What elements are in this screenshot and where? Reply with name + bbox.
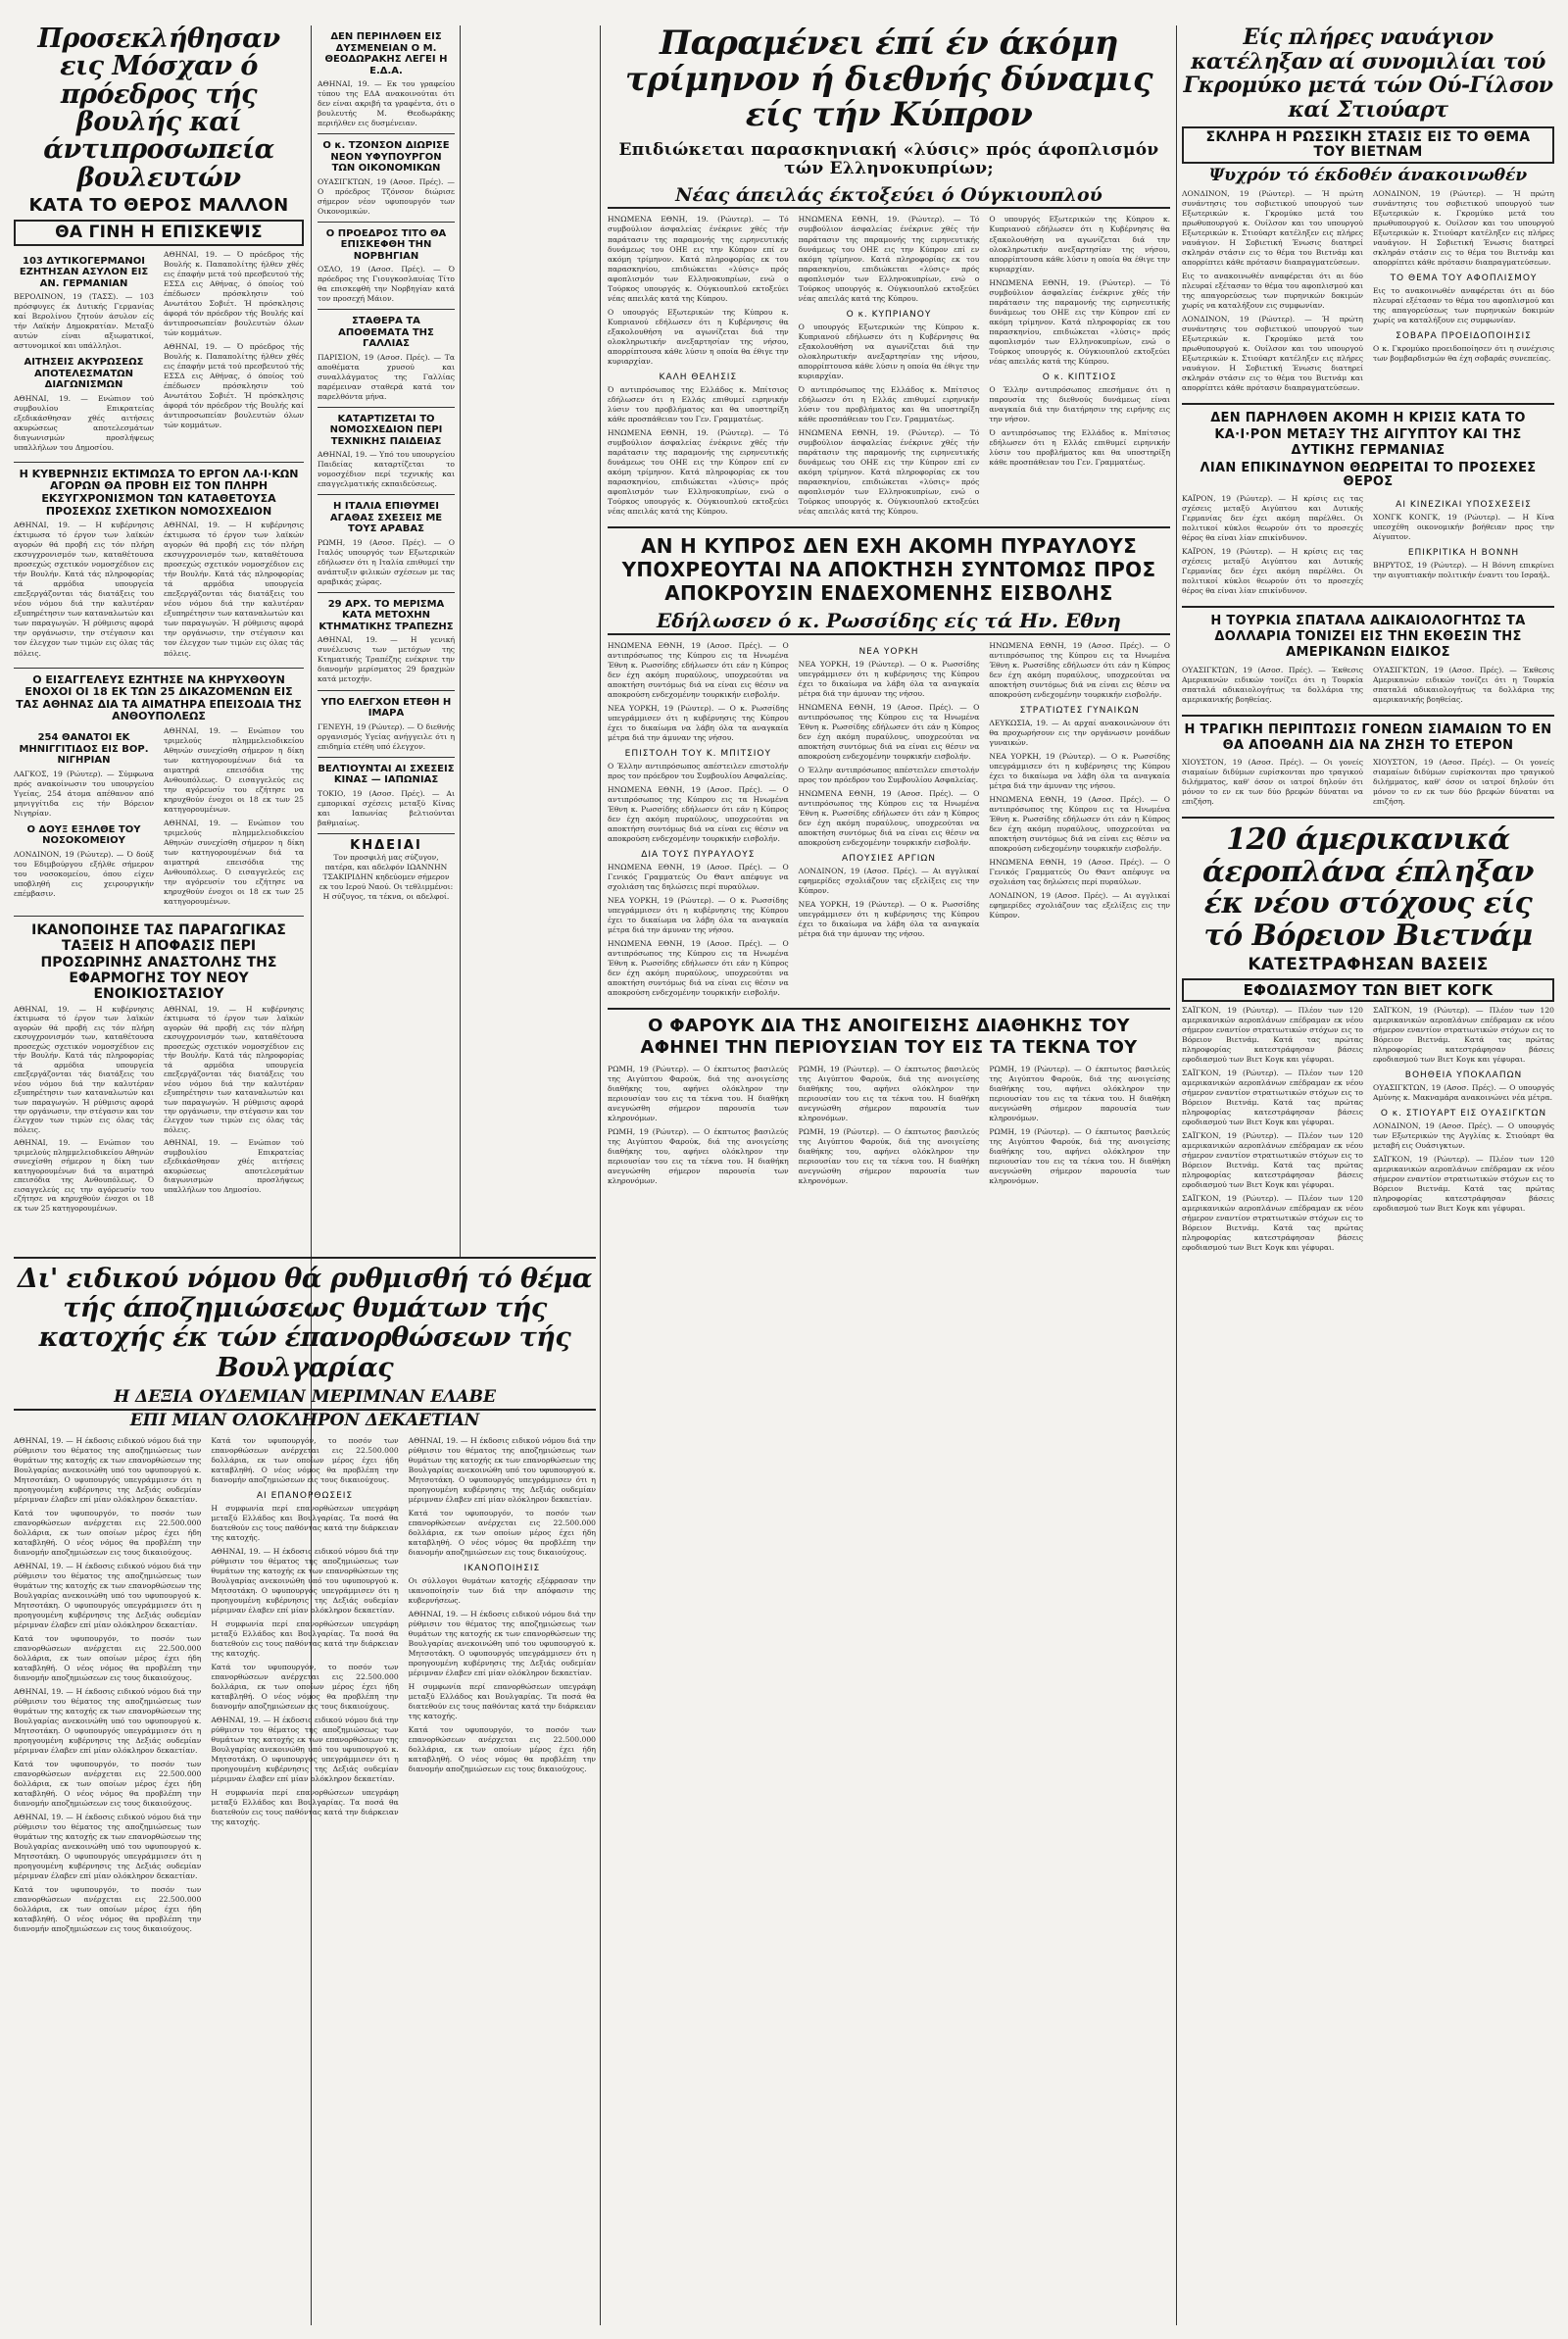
story-text: ΗΝΩΜΕΝΑ ΕΘΝΗ, 19. (Ρώυτερ). — Τό συμβούλιον άσφαλείας ένέκρινε χθές τήν παράτασιν της παραμονής της ειρηνευτικής δυνάμεως του ΟΗΕ εις την Κύπρον επί εν ακόμη τρίμηνον. Κατά πληροφορίας εκ του παρασκηνίου, επιδιώκεται «λύσις» πρός αφοπλισμόν των Ελληνοκυπρίων, ενώ ο Τούρκος υπουργός κ. Ούγκιουπλού εκτοξεύει νέας απειλάς κατά της Κύπρου. bbox=[798, 215, 980, 303]
story-text: ΑΘΗΝΑΙ, 19. — Η κυβέρνησις έκτιμωσα τό έργον των λαϊκών αγορών θά προβή εις τόν πλήρη εκσυγχρονισμόν των, καταθέτουσα προσεχώς σχετικόν νομοσχέδιον εις τήν Βουλήν. Κατά τάς πληροφορίας τά αρμόδια υπουργεία επεξεργάζονται τάς διατάξεις του νέου νόμου διά την καλυτέραν εξυπηρέτησιν των καταναλωτών και των παραγωγών. Ή ρύθμισις αφορά την οργάνωσιν, την στέγασιν και τον έλεγχον των τιμών εις όλας τάς πόλεις. bbox=[164, 1004, 304, 1134]
story-text: ΝΕΑ ΥΟΡΚΗ, 19 (Ρώυτερ). — Ο κ. Ρωσσίδης υπεγράμμισεν ότι η κυβέρνησις της Κύπρου έχει το δικαίωμα να λάβη όλα τα αναγκαία μέτρα διά την άμυναν της νήσου. bbox=[989, 752, 1170, 791]
headline-moscow-boxed: ΘΑ ΓΙΝΗ Η ΕΠΙΣΚΕΨΙΣ bbox=[14, 220, 304, 246]
headline-turkey: Η ΤΟΥΡΚΙΑ ΣΠΑΤΑΛΑ ΑΔΙΚΑΙΟΛΟΓΗΤΩΣ ΤΑ ΔΟΛΛΑΡΙΑ ΤΟΝΙΖΕΙ ΕΙΣ ΤΗΝ ΕΚΘΕΣΙΝ ΤΗΣ ΑΜΕΡΙΚΑΝΩΝ ΕΙΔΙΚΟΣ bbox=[1210, 613, 1526, 661]
story-text: Ο Έλλην αντιπρόσωπος απέστειλεν επιστολήν προς τον πρόεδρον του Συμβουλίου Ασφαλείας. bbox=[608, 762, 789, 781]
story-text: ΟΥΑΣΙΓΚΤΩΝ, 19 (Ασοσ. Πρές). — Έκθεσις Αμερικανών ειδικών τονίζει ότι η Τουρκία σπαταλά αδικαιολογήτως τα δολλάρια της αμερικανικής βοηθείας. bbox=[1182, 665, 1363, 704]
story-text: ΚΑΪΡΟΝ, 19 (Ρώυτερ). — Η κρίσις εις τας σχέσεις μεταξύ Αιγύπτου και Δυτικής Γερμανίας δεν έχει ακόμη παρέλθει. Οι πολιτικοί κύκλοι θεωρούν ότι το προσεχές θέρος θα είναι λίαν επικίνδυνον. bbox=[1182, 493, 1363, 542]
story-text: ΒΗΡΥΤΟΣ, 19 (Ρώυτερ). — Η Βόννη επικρίνει την αιγυπτιακήν πολιτικήν έναντι του Ισραήλ. bbox=[1373, 560, 1554, 579]
headline-cyprus-2: Επιδιώκεται παρασκηνιακή «λύσις» πρός άφοπλισμόν τών Ελληνοκυπρίων; bbox=[618, 140, 1159, 178]
headline-gromyko: Είς πλήρες ναυάγιον κατέληξαν αί συνομιλίαι τού Γκρομύκο μετά τών Ού-Γίλσον καί Στιούαρτ bbox=[1183, 25, 1553, 123]
section-heading: ΑΠΟΥΣΙΕΣ ΑΡΓΙΩΝ bbox=[842, 854, 936, 865]
story-text: ΒΕΡΟΛΙΝΟΝ, 19 (ΤΑΣΣ). — 103 πρόσφυγες έκ Δυτικής Γερμανίας καί Βερολίνου ζητούν άσυλον είς τήν Λαϊκήν Δημοκρατίαν. Μεταξύ αυτών είναι αξιωματικοί, αστυνομικοί και υπάλληλοι. bbox=[14, 292, 154, 351]
deck-bulgaria-1: Η ΔΕΞΙΑ ΟΥΔΕΜΙΑΝ ΜΕΡΙΜΝΑΝ ΕΛΑΒΕ bbox=[14, 1389, 596, 1411]
bulgaria-story bbox=[14, 1251, 596, 2319]
section-heading: ΕΠΙΚΡΙΤΙΚΑ Η ΒΟΝΝΗ bbox=[1407, 547, 1520, 558]
story-title: 29 ΑΡΧ. ΤΟ ΜΕΡΙΣΜΑ ΚΑΤΑ ΜΕΤΟΧΗΝ ΚΤΗΜΑΤΙΚΗΣ ΤΡΑΠΕΖΗΣ bbox=[318, 598, 454, 632]
story-text: ΠΑΡΙΣΙΟΝ, 19 (Ασοσ. Πρές). — Τα αποθέματα χρυσού και συναλλάγματος της Γαλλίας παρέμειναν σταθερά κατά τον παρελθόντα μήνα. bbox=[318, 352, 455, 401]
headline-vietnam-boxed: ΕΦΟΔΙΑΣΜΟΥ ΤΩΝ ΒΙΕΤ ΚΟΓΚ bbox=[1182, 978, 1554, 1003]
column-rule bbox=[1176, 25, 1177, 2325]
story-title: 103 ΔΥΤΙΚΟΓΕΡΜΑΝΟΙ ΕΖΗΤΗΣΑΝ ΑΣΥΛΟΝ ΕΙΣ ΑΝ. ΓΕΡΜΑΝΙΑΝ bbox=[19, 255, 149, 289]
story-title: 254 ΘΑΝΑΤΟΙ ΕΚ ΜΗΝΙΓΓΙΤΙΔΟΣ ΕΙΣ ΒΟΡ. ΝΙΓΗΡΙΑΝ bbox=[19, 732, 149, 767]
story-text: ΧΙΟΥΣΤΟΝ, 19 (Ασοσ. Πρές). — Οι γονείς σιαμαίων διδύμων ευρίσκονται προ τραγικού διλήμματος, καθ' όσον οι ιατροί δηλούν ότι μόνον το εν εκ των δύο βρεφών δύναται να επιζήση. bbox=[1373, 758, 1554, 807]
section-heading: ΑΙ ΚΙΝΕΖΙΚΑΙ ΥΠΟΣΧΕΣΕΙΣ bbox=[1396, 499, 1532, 510]
headline-cyprus: Παραμένει έπί έν άκόμη τρίμηνον ή διεθνής δύναμις είς τήν Κύπρον bbox=[624, 25, 1153, 135]
story-text: Η συμφωνία περί επανορθώσεων υπεγράφη μεταξύ Ελλάδος και Βουλγαρίας. Τα ποσά θα διατεθούν εις τους παθόντας κατά την διάρκειαν της κατοχής. bbox=[211, 1788, 399, 1827]
story-text: Κατά τον υφυπουργόν, το ποσόν των επανορθώσεων ανέρχεται εις 22.500.000 δολλάρια, εκ των οποίων μέρος έχει ήδη καταβληθή. Ο νέος νόμος θα προβλέπη την διανομήν αποζημιώσεων εις τους δικαιούχους. bbox=[211, 1662, 399, 1711]
story-text: ΑΘΗΝΑΙ, 19. — Ενώπιον του τριμελούς πλημμελειοδικείου Αθηνών συνεχίσθη σήμερον η δίκη των κατηγορουμένων διά τα αιματηρά επεισόδια της Ανθουπόλεως. Ό εισαγγελεύς εις την αγόρευσίν του εζήτησε να κηρυχθούν ένοχοι οι 18 εκ των 25 κατηγορουμένων. bbox=[164, 819, 304, 907]
section-heading: Ο κ. ΣΤΙΟΥΑΡΤ ΕΙΣ ΟΥΑΣΙΓΚΤΩΝ bbox=[1380, 1109, 1547, 1120]
story-text: ΗΝΩΜΕΝΑ ΕΘΝΗ, 19 (Ασοσ. Πρές). — Ο αντιπρόσωπος της Κύπρου εις τα Ηνωμένα Έθνη κ. Ρωσσίδης εδήλωσεν ότι εάν η Κύπρος δεν έχη ακόμη πυραύλους, υποχρεούται να αποκτήση συντόμως διά να είναι εις θέσιν να αποκρούση ενδεχομένην τουρκικήν εισβολήν. bbox=[608, 939, 789, 998]
story-text: ΗΝΩΜΕΝΑ ΕΘΝΗ, 19 (Ασοσ. Πρές). — Ο αντιπρόσωπος της Κύπρου εις τα Ηνωμένα Έθνη κ. Ρωσσίδης εδήλωσεν ότι εάν η Κύπρος δεν έχη ακόμη πυραύλους, υποχρεούται να αποκτήση συντόμως διά να είναι εις θέσιν να αποκρούση ενδεχομένην τουρκικήν εισβολήν. bbox=[989, 795, 1170, 854]
section-heading: Ο κ. ΚΙΠΤΣΙΟΣ bbox=[1042, 372, 1117, 382]
story-text: ΝΕΑ ΥΟΡΚΗ, 19 (Ρώυτερ). — Ο κ. Ρωσσίδης υπεγράμμισεν ότι η κυβέρνησις της Κύπρου έχει το δικαίωμα να λάβη όλα τα αναγκαία μέτρα διά την άμυναν της νήσου. bbox=[608, 896, 789, 935]
story-text: Κατά τον υφυπουργόν, το ποσόν των επανορθώσεων ανέρχεται εις 22.500.000 δολλάρια, εκ των οποίων μέρος έχει ήδη καταβληθή. Ο νέος νόμος θα προβλέπη την διανομήν αποζημιώσεων εις τους δικαιούχους. bbox=[14, 1760, 202, 1809]
story-text: ΣΑΪΓΚΟΝ, 19 (Ρώυτερ). — Πλέον των 120 αμερικανικών αεροπλάνων επέδραμαν εκ νέου σήμερον εναντίον στρατιωτικών στόχων εις το Βόρειον Βιετνάμ. Κατά τας πρώτας πληροφορίας κατεστράφησαν βάσεις εφοδιασμού των Βιετ Κογκ και γέφυραι. bbox=[1182, 1194, 1363, 1253]
story-text: ΗΝΩΜΕΝΑ ΕΘΝΗ, 19. (Ρώυτερ). — Τό συμβούλιον άσφαλείας ένέκρινε χθές τήν παράτασιν της παραμονής της ειρηνευτικής δυνάμεως του ΟΗΕ εις την Κύπρον επί εν ακόμη τρίμηνον. Κατά πληροφορίας εκ του παρασκηνίου, επιδιώκεται «λύσις» πρός αφοπλισμόν των Ελληνοκυπρίων, ενώ ο Τούρκος υπουργός κ. Ούγκιουπλού εκτοξεύει νέας απειλάς κατά της Κύπρου. bbox=[798, 427, 980, 516]
story-text: ΡΩΜΗ, 19 (Ρώυτερ). — Ο έκπτωτος βασιλεύς της Αιγύπτου Φαρούκ, διά της ανοιγείσης διαθήκης του, αφήνει ολόκληρον την περιουσίαν του εις τα τέκνα του. Η διαθήκη ανεγνώσθη σήμερον παρουσία των κληρονόμων. bbox=[608, 1064, 789, 1122]
story-text: ΛΟΝΔΙΝΟΝ, 19 (Ασοσ. Πρές). — Αι αγγλικαί εφημερίδες σχολιάζουν τας εξελίξεις εις την Κύπρον. bbox=[798, 867, 980, 896]
story-text: ΡΩΜΗ, 19 (Ρώυτερ). — Ο έκπτωτος βασιλεύς της Αιγύπτου Φαρούκ, διά της ανοιγείσης διαθήκης του, αφήνει ολόκληρον την περιουσίαν του εις τα τέκνα του. Η διαθήκη ανεγνώσθη σήμερον παρουσία των κληρονόμων. bbox=[798, 1064, 980, 1122]
story-text: Κατά τον υφυπουργόν, το ποσόν των επανορθώσεων ανέρχεται εις 22.500.000 δολλάρια, εκ των οποίων μέρος έχει ήδη καταβληθή. Ο νέος νόμος θα προβλέπη την διανομήν αποζημιώσεων εις τους δικαιούχους. bbox=[211, 1435, 399, 1484]
story-text: ΑΘΗΝΑΙ, 19. — Ό πρόεδρος τής Βουλής κ. Παπαπολίτης ήλθεν χθές εις έπαφήν μετά τού πρεσβευτού τής ΕΣΣΔ εις Αθήνας, ό όποίος τού έπέδωσεν πρόσκλησιν τού Ανωτάτου Σοβιέτ. Ή πρόσκλησις άφορά τόν πρόεδρον τής Βουλής καί άντιπροσωπείαν βουλευτών όλων τών κομμάτων. bbox=[164, 249, 304, 337]
story-text: ΡΩΜΗ, 19 (Ρώυτερ). — Ο έκπτωτος βασιλεύς της Αιγύπτου Φαρούκ, διά της ανοιγείσης διαθήκης του, αφήνει ολόκληρον την περιουσίαν του εις τα τέκνα του. Η διαθήκη ανεγνώσθη σήμερον παρουσία των κληρονόμων. bbox=[989, 1064, 1170, 1122]
story-text: ΣΑΪΓΚΟΝ, 19 (Ρώυτερ). — Πλέον των 120 αμερικανικών αεροπλάνων επέδραμαν εκ νέου σήμερον εναντίον στρατιωτικών στόχων εις το Βόρειον Βιετνάμ. Κατά τας πρώτας πληροφορίας κατεστράφησαν βάσεις εφοδιασμού των Βιετ Κογκ και γέφυραι. bbox=[1182, 1006, 1363, 1065]
story-text: Κατά τον υφυπουργόν, το ποσόν των επανορθώσεων ανέρχεται εις 22.500.000 δολλάρια, εκ των οποίων μέρος έχει ήδη καταβληθή. Ο νέος νόμος θα προβλέπη την διανομήν αποζημιώσεων εις τους δικαιούχους. bbox=[14, 1633, 202, 1682]
story-text: ΛΟΝΔΙΝΟΝ, 19 (Ρώυτερ). — Ή πρώτη συνάντησις του σοβιετικού υπουργού των Εξωτερικών κ. Γκρομύκο μετά του πρωθυπουργού κ. Ουίλσον και του υπουργού Εξωτερικών κ. Στιούαρτ κατέληξεν εις πλήρες ναυάγιον. Η Σοβιετική Ένωσις διατηρεί σκληράν στάσιν εις το θέμα του Βιετνάμ και απορρίπτει κάθε πρότασιν διαπραγματεύσεων. bbox=[1182, 189, 1363, 268]
column-rule bbox=[460, 25, 461, 1257]
section-heading: ΒΟΗΘΕΙΑ ΥΠΟΚΛΑΠΩΝ bbox=[1404, 1070, 1523, 1081]
story-text: Η συμφωνία περί επανορθώσεων υπεγράφη μεταξύ Ελλάδος και Βουλγαρίας. Τα ποσά θα διατεθούν εις τους παθόντας κατά την διάρκειαν της κατοχής. bbox=[408, 1681, 596, 1721]
story-text: ΛΟΝΔΙΝΟΝ, 19 (Ασοσ. Πρές). — Ο υπουργός των Εξωτερικών της Αγγλίας κ. Στιούαρτ θα μεταβή εις Ουάσιγκτων. bbox=[1373, 1121, 1554, 1151]
story-text: Κατά τον υφυπουργόν, το ποσόν των επανορθώσεων ανέρχεται εις 22.500.000 δολλάρια, εκ των οποίων μέρος έχει ήδη καταβληθή. Ο νέος νόμος θα προβλέπη την διανομήν αποζημιώσεων εις τους δικαιούχους. bbox=[14, 1885, 202, 1934]
section-heading: ΔΙΑ ΤΟΥΣ ΠΥΡΑΥΛΟΥΣ bbox=[641, 850, 756, 861]
story-text: ΑΘΗΝΑΙ, 19. — Η γενική συνέλευσις των μετόχων της Κτηματικής Τραπέζης ενέκρινε την διανομήν μερίσματος 29 δραχμών κατά μετοχήν. bbox=[318, 635, 455, 684]
story-text: ΑΘΗΝΑΙ, 19. — Η κυβέρνησις έκτιμωσα τό έργον των λαϊκών αγορών θά προβή εις τόν πλήρη εκσυγχρονισμόν των, καταθέτουσα προσεχώς σχετικόν νομοσχέδιον εις τήν Βουλήν. Κατά τάς πληροφορίας τά αρμόδια υπουργεία επεξεργάζονται τάς διατάξεις του νέου νόμου διά την καλυτέραν εξυπηρέτησιν των καταναλωτών και των παραγωγών. Ή ρύθμισις αφορά την οργάνωσιν, την στέγασιν και τον έλεγχον των τιμών εις όλας τάς πόλεις. bbox=[164, 521, 304, 658]
story-text: ΑΘΗΝΑΙ, 19. — Η κυβέρνησις έκτιμωσα τό έργον των λαϊκών αγορών θά προβή εις τόν πλήρη εκσυγχρονισμόν των, καταθέτουσα προσεχώς σχετικόν νομοσχέδιον εις τήν Βουλήν. Κατά τάς πληροφορίας τά αρμόδια υπουργεία επεξεργάζονται τάς διατάξεις του νέου νόμου διά την καλυτέραν εξυπηρέτησιν των καταναλωτών και των παραγωγών. Ή ρύθμισις αφορά την οργάνωσιν, την στέγασιν και τον έλεγχον των τιμών εις όλας τάς πόλεις. bbox=[14, 1004, 154, 1134]
newspaper-page bbox=[14, 25, 1554, 2325]
story-title: Ο ΕΙΣΑΓΓΕΛΕΥΣ ΕΖΗΤΗΣΕ ΝΑ ΚΗΡΥΧΘΟΥΝ ΕΝΟΧΟΙ ΟΙ 18 ΕΚ ΤΩΝ 25 ΔΙΚΑΖΟΜΕΝΩΝ ΕΙΣ ΤΑΣ ΑΘΗΝΑΣ ΔΙΑ ΤΑ ΑΙΜΑΤΗΡΑ ΕΠΕΙΣΟΔΙΑ ΤΗΣ ΑΝΘΟΥΠΟΛΕΩΣ bbox=[16, 672, 302, 723]
headline-moscow-caps: ΚΑΤΑ ΤΟ ΘΕΡΟΣ ΜΑΛΛΟΝ bbox=[28, 195, 289, 217]
story-text: ΟΥΑΣΙΓΚΤΩΝ, 19 (Ασοσ. Πρές). — Ο πρόεδρος Τζόνσον διώρισε σήμερον νέον υφυπουργόν των Οικονομικών. bbox=[318, 176, 455, 216]
story-text: ΣΑΪΓΚΟΝ, 19 (Ρώυτερ). — Πλέον των 120 αμερικανικών αεροπλάνων επέδραμαν εκ νέου σήμερον εναντίον στρατιωτικών στόχων εις το Βόρειον Βιετνάμ. Κατά τας πρώτας πληροφορίας κατεστράφησαν βάσεις εφοδιασμού των Βιετ Κογκ και γέφυραι. bbox=[1182, 1069, 1363, 1127]
section-heading: ΣΤΡΑΤΙΩΤΕΣ ΓΥΝΑΙΚΩΝ bbox=[1019, 706, 1140, 716]
story-text: ΑΘΗΝΑΙ, 19. — Η έκδοσις ειδικού νόμου διά την ρύθμισιν του θέματος της αποζημιώσεως των θυμάτων της κατοχής εκ των επανορθώσεων της Βουλγαρίας ανεκοινώθη υπό του υφυπουργού κ. Μητσοτάκη. Ο υφυπουργός υπεγράμμισεν ότι η προηγουμένη κυβέρνησις της Δεξιάς ουδεμίαν μέριμναν έλαβεν επί μίαν ολόκληρον δεκαετίαν. bbox=[408, 1609, 596, 1677]
story-text: Εις το ανακοινωθέν αναφέρεται ότι αι δύο πλευραί εξέτασαν το θέμα του αφοπλισμού και της απαγορεύσεως των πυρηνικών δοκιμών χωρίς να καταλήξουν εις συμφωνίαν. bbox=[1373, 286, 1554, 325]
story-text: ΑΘΗΝΑΙ, 19. — Ενώπιον τού συμβουλίου Επικρατείας εξεδικάσθησαν χθές αιτήσεις ακυρώσεως αποτελεσμάτων διαγωνισμών προσλήψεως υπαλλήλων του Δημοσίου. bbox=[164, 1138, 304, 1194]
story-title: ΔΕΝ ΠΕΡΙΗΛΘΕΝ ΕΙΣ ΔΥΣΜΕΝΕΙΑΝ Ο Μ. ΘΕΟΔΩΡΑΚΗΣ ΛΕΓΕΙ Η Ε.Δ.Α. bbox=[324, 31, 448, 76]
story-text: ΣΑΪΓΚΟΝ, 19 (Ρώυτερ). — Πλέον των 120 αμερικανικών αεροπλάνων επέδραμαν εκ νέου σήμερον εναντίον στρατιωτικών στόχων εις το Βόρειον Βιετνάμ. Κατά τας πρώτας πληροφορίας κατεστράφησαν βάσεις εφοδιασμού των Βιετ Κογκ και γέφυραι. bbox=[1182, 1131, 1363, 1190]
story-text: ΗΝΩΜΕΝΑ ΕΘΝΗ, 19. (Ρώυτερ). — Τό συμβούλιον άσφαλείας ένέκρινε χθές τήν παράτασιν της παραμονής της ειρηνευτικής δυνάμεως του ΟΗΕ εις την Κύπρον επί εν ακόμη τρίμηνον. Κατά πληροφορίας εκ του παρασκηνίου, επιδιώκεται «λύσις» πρός αφοπλισμόν των Ελληνοκυπρίων, ενώ ο Τούρκος υπουργός κ. Ούγκιουπλού εκτοξεύει νέας απειλάς κατά της Κύπρου. bbox=[989, 277, 1170, 366]
story-text: Ο Έλλην αντιπρόσωπος απέστειλεν επιστολήν προς τον πρόεδρον του Συμβουλίου Ασφαλείας. bbox=[798, 766, 980, 785]
story-text: Ο Έλλην αντιπρόσωπος επεσήμανε ότι η παρουσία της διεθνούς δυνάμεως είναι αναγκαία διά την διατήρησιν της ειρήνης εις την νήσον. bbox=[989, 384, 1170, 423]
story-text: ΝΕΑ ΥΟΡΚΗ, 19 (Ρώυτερ). — Ο κ. Ρωσσίδης υπεγράμμισεν ότι η κυβέρνησις της Κύπρου έχει το δικαίωμα να λάβη όλα τα αναγκαία μέτρα διά την άμυναν της νήσου. bbox=[608, 704, 789, 743]
obituary-text: Τον προσφιλή μας σύζυγον, πατέρα, και αδελφόν ΙΩΑΝΝΗΝ ΤΣΑΚΙΡΙΔΗΝ κηδεύομεν σήμερον εκ του Ιερού Ναού. Οι τεθλιμμένοι: Η σύζυγος, τα τέκνα, οι αδελφοί. bbox=[318, 852, 454, 901]
story-text: Ο κ. Γκρομύκο προειδοποίησεν ότι η συνέχισις των βομβαρδισμών θα έχη σοβαράς συνεπείας. bbox=[1373, 344, 1554, 364]
story-text: ΑΘΗΝΑΙ, 19. — Ενώπιον του τριμελούς πλημμελειοδικείου Αθηνών συνεχίσθη σήμερον η δίκη των κατηγορουμένων διά τα αιματηρά επεισόδια της Ανθουπόλεως. Ό εισαγγελεύς εις την αγόρευσίν του εζήτησε να κηρυχθούν ένοχοι οι 18 εκ των 25 κατηγορουμένων. bbox=[14, 1138, 154, 1213]
story-text: ΑΘΗΝΑΙ, 19. — Η έκδοσις ειδικού νόμου διά την ρύθμισιν του θέματος της αποζημιώσεως των θυμάτων της κατοχής εκ των επανορθώσεων της Βουλγαρίας ανεκοινώθη υπό του υφυπουργού κ. Μητσοτάκη. Ο υφυπουργός υπεγράμμισεν ότι η προηγουμένη κυβέρνησις της Δεξιάς ουδεμίαν μέριμναν έλαβεν επί μίαν ολόκληρον δεκαετίαν. bbox=[14, 1813, 202, 1881]
story-text: Η συμφωνία περί επανορθώσεων υπεγράφη μεταξύ Ελλάδος και Βουλγαρίας. Τα ποσά θα διατεθούν εις τους παθόντας κατά την διάρκειαν της κατοχής. bbox=[211, 1618, 399, 1658]
story-text: Ό αντιπρόσωπος της Ελλάδος κ. Μπίτσιος εδήλωσεν ότι η Ελλάς επιθυμεί ειρηνικήν λύσιν του προβλήματος και θα υποστηρίξη κάθε προσπάθειαν του Γεν. Γραμματέως. bbox=[798, 384, 980, 423]
story-text: ΓΕΝΕΥΗ, 19 (Ρώυτερ). — Ό διεθνής οργανισμός Υγείας ανήγγειλε ότι η επιδημία ετέθη υπό έλεγχον. bbox=[318, 722, 455, 751]
story-text: ΗΝΩΜΕΝΑ ΕΘΝΗ, 19. (Ρώυτερ). — Τό συμβούλιον άσφαλείας ένέκρινε χθές τήν παράτασιν της παραμονής της ειρηνευτικής δυνάμεως του ΟΗΕ εις την Κύπρον επί εν ακόμη τρίμηνον. Κατά πληροφορίας εκ του παρασκηνίου, επιδιώκεται «λύσις» πρός αφοπλισμόν των Ελληνοκυπρίων, ενώ ο Τούρκος υπουργός κ. Ούγκιουπλού εκτοξεύει νέας απειλάς κατά της Κύπρου. bbox=[608, 215, 789, 303]
story-text: ΑΘΗΝΑΙ, 19. — Υπό του υπουργείου Παιδείας καταρτίζεται το νομοσχέδιον περί τεχνικής και επαγγελματικής εκπαιδεύσεως. bbox=[318, 450, 455, 489]
story-text: ΑΘΗΝΑΙ, 19. — Ενώπιον του τριμελούς πλημμελειοδικείου Αθηνών συνεχίσθη σήμερον η δίκη των κατηγορουμένων διά τα αιματηρά επεισόδια της Ανθουπόλεως. Ό εισαγγελεύς εις την αγόρευσίν του εζήτησε να κηρυχθούν ένοχοι οι 18 εκ των 25 κατηγορουμένων. bbox=[164, 726, 304, 815]
story-text: ΤΟΚΙΟ, 19 (Ασοσ. Πρές). — Αι εμπορικαί σχέσεις μεταξύ Κίνας και Ιαπωνίας βελτιούνται βαθμιαίως. bbox=[318, 788, 455, 827]
story-text: ΗΝΩΜΕΝΑ ΕΘΝΗ, 19 (Ασοσ. Πρές). — Ο Γενικός Γραμματεύς Ου Θαντ απέφυγε να σχολιάση τας δηλώσεις περί πυραύλων. bbox=[989, 858, 1170, 887]
story-text: ΚΑΪΡΟΝ, 19 (Ρώυτερ). — Η κρίσις εις τας σχέσεις μεταξύ Αιγύπτου και Δυτικής Γερμανίας δεν έχει ακόμη παρέλθει. Οι πολιτικοί κύκλοι θεωρούν ότι το προσεχές θέρος θα είναι λίαν επικίνδυνον. bbox=[1182, 546, 1363, 595]
obituaries-title: ΚΗΔΕΙΑΙ bbox=[350, 837, 422, 853]
story-text: ΑΘΗΝΑΙ, 19. — Η έκδοσις ειδικού νόμου διά την ρύθμισιν του θέματος της αποζημιώσεως των θυμάτων της κατοχής εκ των επανορθώσεων της Βουλγαρίας ανεκοινώθη υπό του υφυπουργού κ. Μητσοτάκη. Ο υφυπουργός υπεγράμμισεν ότι η προηγουμένη κυβέρνησις της Δεξιάς ουδεμίαν μέριμναν έλαβεν επί μίαν ολόκληρον δεκαετίαν. bbox=[211, 1716, 399, 1784]
story-text: ΟΥΑΣΙΓΚΤΩΝ, 19 (Ασοσ. Πρές). — Έκθεσις Αμερικανών ειδικών τονίζει ότι η Τουρκία σπαταλά αδικαιολογήτως τα δολλάρια της αμερικανικής βοηθείας. bbox=[1373, 665, 1554, 704]
headline-farouk: Ο ΦΑΡΟΥΚ ΔΙΑ ΤΗΣ ΑΝΟΙΓΕΙΣΗΣ ΔΙΑΘΗΚΗΣ ΤΟΥ ΑΦΗΝΕΙ ΤΗΝ ΠΕΡΙΟΥΣΙΑΝ ΤΟΥ ΕΙΣ ΤΑ ΤΕΚΝΑ ΤΟΥ bbox=[640, 1016, 1138, 1058]
headline-moscow: Προσεκλήθησαν εις Μόσχαν ό πρόεδρος τής βουλής καί άντιπροσωπεία βουλευτών bbox=[37, 25, 280, 193]
story-text: ΗΝΩΜΕΝΑ ΕΘΝΗ, 19 (Ασοσ. Πρές). — Ο αντιπρόσωπος της Κύπρου εις τα Ηνωμένα Έθνη κ. Ρωσσίδης εδήλωσεν ότι εάν η Κύπρος δεν έχη ακόμη πυραύλους, υποχρεούται να αποκτήση συντόμως διά να είναι εις θέσιν να αποκρούση ενδεχομένην τουρκικήν εισβολήν. bbox=[608, 785, 789, 844]
story-title: ΥΠΟ ΕΛΕΓΧΟΝ ΕΤΕΘΗ Η ΙΜΑΡΑ bbox=[320, 696, 452, 719]
story-text: ΑΘΗΝΑΙ, 19. — Η έκδοσις ειδικού νόμου διά την ρύθμισιν του θέματος της αποζημιώσεως των θυμάτων της κατοχής εκ των επανορθώσεων της Βουλγαρίας ανεκοινώθη υπό του υφυπουργού κ. Μητσοτάκη. Ο υφυπουργός υπεγράμμισεν ότι η προηγουμένη κυβέρνησις της Δεξιάς ουδεμίαν μέριμναν έλαβεν επί μίαν ολόκληρον δεκαετίαν. bbox=[14, 1687, 202, 1756]
section-heading: ΤΟ ΘΕΜΑ ΤΟΥ ΑΦΟΠΛΙΣΜΟΥ bbox=[1390, 274, 1538, 284]
story-text: ΛΟΝΔΙΝΟΝ, 19 (Ρώυτερ). — Ό δούξ του Εδιμβούργου εξήλθε σήμερον του νοσοκομείου, όπου είχεν υποβληθή εις χειρουργικήν επέμβασιν. bbox=[14, 849, 154, 898]
story-title: Ο κ. ΤΖΟΝΣΟΝ ΔΙΩΡΙΣΕ ΝΕΟΝ ΥΦΥΠΟΥΡΓΟΝ ΤΩΝ ΟΙΚΟΝΟΜΙΚΩΝ bbox=[322, 140, 450, 174]
section-heading: ΣΟΒΑΡΑ ΠΡΟΕΙΔΟΠΟΙΗΣΙΣ bbox=[1396, 331, 1532, 342]
story-title: ΒΕΛΤΙΟΥΝΤΑΙ ΑΙ ΣΧΕΣΕΙΣ ΚΙΝΑΣ — ΙΑΠΩΝΙΑΣ bbox=[318, 763, 455, 786]
headline-siamese: Η ΤΡΑΓΙΚΗ ΠΕΡΙΠΤΩΣΙΣ ΓΟΝΕΩΝ ΣΙΑΜΑΙΩΝ ΤΟ ΕΝ ΘΑ ΑΠΟΘΑΝΗ ΔΙΑ ΝΑ ΖΗΣΗ ΤΟ ΕΤΕΡΟΝ bbox=[1184, 722, 1552, 753]
section-heading: ΕΠΙΣΤΟΛΗ ΤΟΥ Κ. ΜΠΙΤΣΙΟΥ bbox=[624, 749, 771, 760]
story-text: ΑΘΗΝΑΙ, 19. — Ενώπιον τού συμβουλίου Επικρατείας εξεδικάσθησαν χθές αιτήσεις ακυρώσεως αποτελεσμάτων διαγωνισμών προσλήψεως υπαλλήλων του Δημοσίου. bbox=[14, 393, 154, 452]
story-text: ΗΝΩΜΕΝΑ ΕΘΝΗ, 19 (Ασοσ. Πρές). — Ο αντιπρόσωπος της Κύπρου εις τα Ηνωμένα Έθνη κ. Ρωσσίδης εδήλωσεν ότι εάν η Κύπρος δεν έχη ακόμη πυραύλους, υποχρεούται να αποκτήση συντόμως διά να είναι εις θέσιν να αποκρούση ενδεχομένην τουρκικήν εισβολήν. bbox=[798, 789, 980, 848]
story-text: ΗΝΩΜΕΝΑ ΕΘΝΗ, 19 (Ασοσ. Πρές). — Ο Γενικός Γραμματεύς Ου Θαντ απέφυγε να σχολιάση τας δηλώσεις περί πυραύλων. bbox=[608, 863, 789, 892]
deck-gromyko: Ψυχρόν τό έκδοθέν άνακοινωθέν bbox=[1208, 166, 1528, 186]
story-text: Η συμφωνία περί επανορθώσεων υπεγράφη μεταξύ Ελλάδος και Βουλγαρίας. Τα ποσά θα διατεθούν εις τους παθόντας κατά την διάρκειαν της κατοχής. bbox=[211, 1503, 399, 1542]
story-text: ΑΘΗΝΑΙ, 19. — Εκ του γραφείου τύπου της ΕΔΑ ανακοινούται ότι δεν είναι ακριβή τα γραφέντα, ότι ο βουλευτής Μ. Θεοδωράκης περιήλθεν εις δυσμένειαν. bbox=[318, 79, 455, 128]
story-text: ΝΕΑ ΥΟΡΚΗ, 19 (Ρώυτερ). — Ο κ. Ρωσσίδης υπεγράμμισεν ότι η κυβέρνησις της Κύπρου έχει το δικαίωμα να λάβη όλα τα αναγκαία μέτρα διά την άμυναν της νήσου. bbox=[798, 900, 980, 939]
section-heading: ΙΚΑΝΟΠΟΙΗΣΙΣ bbox=[464, 1563, 541, 1573]
headline-vietnam-caps: ΚΑΤΕΣΤΡΑΦΗΣΑΝ ΒΑΣΕΙΣ bbox=[1248, 954, 1489, 974]
story-text: ΑΘΗΝΑΙ, 19. — Η έκδοσις ειδικού νόμου διά την ρύθμισιν του θέματος της αποζημιώσεως των θυμάτων της κατοχής εκ των επανορθώσεων της Βουλγαρίας ανεκοινώθη υπό του υφυπουργού κ. Μητσοτάκη. Ο υφυπουργός υπεγράμμισεν ότι η προηγουμένη κυβέρνησις της Δεξιάς ουδεμίαν μέριμναν έλαβεν επί μίαν ολόκληρον δεκαετίαν. bbox=[211, 1546, 399, 1615]
story-text: ΗΝΩΜΕΝΑ ΕΘΝΗ, 19 (Ασοσ. Πρές). — Ο αντιπρόσωπος της Κύπρου εις τα Ηνωμένα Έθνη κ. Ρωσσίδης εδήλωσεν ότι εάν η Κύπρος δεν έχη ακόμη πυραύλους, υποχρεούται να αποκτήση συντόμως διά να είναι εις θέσιν να αποκρούση ενδεχομένην τουρκικήν εισβολήν. bbox=[798, 702, 980, 762]
story-text: Ο υπουργός Εξωτερικών της Κύπρου κ. Κυπριανού εδήλωσεν ότι η Κυβέρνησις θα εξακολουθήση να αγωνίζεται διά την ολοκληρωτικήν ανεξαρτησίαν της νήσου, απορρίπτουσα κάθε λύσιν η οποία θα έθιγε την κυριαρχίαν. bbox=[989, 215, 1170, 274]
story-text: Ο υπουργός Εξωτερικών της Κύπρου κ. Κυπριανού εδήλωσεν ότι η Κυβέρνησις θα εξακολουθήση να αγωνίζεται διά την ολοκληρωτικήν ανεξαρτησίαν της νήσου, απορρίπτουσα κάθε λύσιν η οποία θα έθιγε την κυριαρχίαν. bbox=[798, 322, 980, 380]
story-text: ΧΟΝΓΚ ΚΟΝΓΚ, 19 (Ρώυτερ). — Η Κίνα υπεσχέθη οικονομικήν βοήθειαν προς την Αίγυπτον. bbox=[1373, 512, 1554, 541]
story-title: Η ΙΤΑΛΙΑ ΕΠΙΘΥΜΕΙ ΑΓΑΘΑΣ ΣΧΕΣΕΙΣ ΜΕ ΤΟΥΣ ΑΡΑΒΑΣ bbox=[329, 501, 443, 535]
story-text: Κατά τον υφυπουργόν, το ποσόν των επανορθώσεων ανέρχεται εις 22.500.000 δολλάρια, εκ των οποίων μέρος έχει ήδη καταβληθή. Ο νέος νόμος θα προβλέπη την διανομήν αποζημιώσεων εις τους δικαιούχους. bbox=[408, 1508, 596, 1557]
section-heading: ΚΑΛΗ ΘΕΛΗΣΙΣ bbox=[659, 372, 738, 382]
section-heading: Ο κ. ΚΥΠΡΙΑΝΟΥ bbox=[846, 309, 932, 320]
story-title: ΑΙΤΗΣΕΙΣ ΑΚΥΡΩΣΕΩΣ ΑΠΟΤΕΛΕΣΜΑΤΩΝ ΔΙΑΓΩΝΙΣΜΩΝ bbox=[24, 357, 144, 391]
story-text: Ό αντιπρόσωπος της Ελλάδος κ. Μπίτσιος εδήλωσεν ότι η Ελλάς επιθυμεί ειρηνικήν λύσιν του προβλήματος και θα υποστηρίξη κάθε προσπάθειαν του Γεν. Γραμματέως. bbox=[989, 427, 1170, 467]
section-heading: ΑΙ ΕΠΑΝΟΡΘΩΣΕΙΣ bbox=[256, 1490, 354, 1501]
story-title: Ο ΠΡΟΕΔΡΟΣ ΤΙΤΟ ΘΑ ΕΠΙΣΚΕΦΘΗ ΤΗΝ ΝΟΡΒΗΓΙΑΝ bbox=[325, 227, 447, 262]
story-text: ΧΙΟΥΣΤΟΝ, 19 (Ασοσ. Πρές). — Οι γονείς σιαμαίων διδύμων ευρίσκονται προ τραγικού διλήμματος, καθ' όσον οι ιατροί δηλούν ότι μόνον το εν εκ των δύο βρεφών δύναται να επιζήση. bbox=[1182, 758, 1363, 807]
story-text: Οι σύλλογοι θυμάτων κατοχής εξέφρασαν την ικανοποίησίν των διά την απόφασιν της κυβερνήσεως. bbox=[408, 1575, 596, 1605]
story-text: ΣΑΪΓΚΟΝ, 19 (Ρώυτερ). — Πλέον των 120 αμερικανικών αεροπλάνων επέδραμαν εκ νέου σήμερον εναντίον στρατιωτικών στόχων εις το Βόρειον Βιετνάμ. Κατά τας πρώτας πληροφορίας κατεστράφησαν βάσεις εφοδιασμού των Βιετ Κογκ και γέφυραι. bbox=[1373, 1155, 1554, 1214]
story-text: ΡΩΜΗ, 19 (Ρώυτερ). — Ο έκπτωτος βασιλεύς της Αιγύπτου Φαρούκ, διά της ανοιγείσης διαθήκης του, αφήνει ολόκληρον την περιουσίαν του εις τα τέκνα του. Η διαθήκη ανεγνώσθη σήμερον παρουσία των κληρονόμων. bbox=[989, 1126, 1170, 1185]
story-text: Κατά τον υφυπουργόν, το ποσόν των επανορθώσεων ανέρχεται εις 22.500.000 δολλάρια, εκ των οποίων μέρος έχει ήδη καταβληθή. Ο νέος νόμος θα προβλέπη την διανομήν αποζημιώσεων εις τους δικαιούχους. bbox=[408, 1725, 596, 1774]
story-text: Ό αντιπρόσωπος της Ελλάδος κ. Μπίτσιος εδήλωσεν ότι η Ελλάς επιθυμεί ειρηνικήν λύσιν του προβλήματος και θα υποστηρίξη κάθε προσπάθειαν του Γεν. Γραμματέως. bbox=[608, 384, 789, 423]
column-rule bbox=[600, 25, 601, 2325]
story-text: ΑΘΗΝΑΙ, 19. — Ό πρόεδρος τής Βουλής κ. Παπαπολίτης ήλθεν χθές εις έπαφήν μετά τού πρεσβευτού τής ΕΣΣΔ εις Αθήνας, ό όποίος τού έπέδωσεν πρόσκλησιν τού Ανωτάτου Σοβιέτ. Ή πρόσκλησις άφορά τόν πρόεδρον τής Βουλής καί άντιπροσωπείαν βουλευτών όλων τών κομμάτων. bbox=[164, 341, 304, 429]
section-heading: ΝΕΑ ΥΟΡΚΗ bbox=[858, 646, 919, 657]
headline-vietnam: 120 άμερικανικά άεροπλάνα έπληξαν έκ νέου στόχους είς τό Βόρειον Βιετνάμ bbox=[1202, 822, 1534, 953]
story-title: ΣΤΑΘΕΡΑ ΤΑ ΑΠΟΘΕΜΑΤΑ ΤΗΣ ΓΑΛΛΙΑΣ bbox=[338, 316, 434, 350]
headline-bulgaria: Δι' ειδικού νόμου θά ρυθμισθή τό θέμα τής άποζημιώσεως θυμάτων τής κατοχής έκ τών έπανορθώσεων τής Βουλγαρίας bbox=[18, 1264, 592, 1383]
story-text: ΛΟΝΔΙΝΟΝ, 19 (Ασοσ. Πρές). — Αι αγγλικαί εφημερίδες σχολιάζουν τας εξελίξεις εις την Κύπρον. bbox=[989, 891, 1170, 921]
story-title: Ο ΔΟΥΞ ΕΞΗΛΘΕ ΤΟΥ ΝΟΣΟΚΟΜΕΙΟΥ bbox=[26, 823, 141, 847]
column-center bbox=[608, 25, 1170, 2319]
story-text: ΡΩΜΗ, 19 (Ασοσ. Πρές). — Ο Ιταλός υπουργός των Εξωτερικών εδήλωσεν ότι η Ιταλία επιθυμεί την ανάπτυξιν φιλικών σχέσεων με τας αραβικάς χώρας. bbox=[318, 537, 455, 586]
story-text: ΟΥΑΣΙΓΚΤΩΝ, 19 (Ασοσ. Πρές). — Ο υπουργός Αμύνης κ. Μακναμάρα ανακοινώνει νέα μέτρα. bbox=[1373, 1083, 1554, 1103]
story-text: ΛΟΝΔΙΝΟΝ, 19 (Ρώυτερ). — Ή πρώτη συνάντησις του σοβιετικού υπουργού των Εξωτερικών κ. Γκρομύκο μετά του πρωθυπουργού κ. Ουίλσον και του υπουργού Εξωτερικών κ. Στιούαρτ κατέληξεν εις πλήρες ναυάγιον. Η Σοβιετική Ένωσις διατηρεί σκληράν στάσιν εις το θέμα του Βιετνάμ και απορρίπτει κάθε πρότασιν διαπραγματεύσεων. bbox=[1182, 315, 1363, 393]
subhead-gromyko: ΣΚΛΗΡΑ Η ΡΩΣΣΙΚΗ ΣΤΑΣΙΣ ΕΙΣ ΤΟ ΘΕΜΑ ΤΟΥ ΒΙΕΤΝΑΜ bbox=[1182, 126, 1554, 165]
story-title: ΚΑΤΑΡΤΙΖΕΤΑΙ ΤΟ ΝΟΜΟΣΧΕΔΙΟΝ ΠΕΡΙ ΤΕΧΝΙΚΗΣ ΠΑΙΔΕΙΑΣ bbox=[329, 413, 443, 447]
story-title: ΙΚΑΝΟΠΟΙΗΣΕ ΤΑΣ ΠΑΡΑΓΩΓΙΚΑΣ ΤΑΞΕΙΣ Η ΑΠΟΦΑΣΙΣ ΠΕΡΙ ΠΡΟΣΩΡΙΝΗΣ ΑΝΑΣΤΟΛΗΣ ΤΗΣ ΕΦΑΡΜΟΓΗΣ ΤΟΥ ΝΕΟΥ ΕΝΟΙΚΙΟΣΤΑΣΙΟΥ bbox=[31, 922, 286, 1002]
story-text: ΝΕΑ ΥΟΡΚΗ, 19 (Ρώυτερ). — Ο κ. Ρωσσίδης υπεγράμμισεν ότι η κυβέρνησις της Κύπρου έχει το δικαίωμα να λάβη όλα τα αναγκαία μέτρα διά την άμυναν της νήσου. bbox=[798, 659, 980, 698]
story-text: ΛΕΥΚΩΣΙΑ, 19. — Αι αρχαί ανακοινώνουν ότι θα προχωρήσουν εις την οργάνωσιν μονάδων γυναικών. bbox=[989, 719, 1170, 748]
story-text: ΡΩΜΗ, 19 (Ρώυτερ). — Ο έκπτωτος βασιλεύς της Αιγύπτου Φαρούκ, διά της ανοιγείσης διαθήκης του, αφήνει ολόκληρον την περιουσίαν του εις τα τέκνα του. Η διαθήκη ανεγνώσθη σήμερον παρουσία των κληρονόμων. bbox=[798, 1126, 980, 1185]
subhead-egypt: ΛΙΑΝ ΕΠΙΚΙΝΔΥΝΟΝ ΘΕΩΡΕΙΤΑΙ ΤΟ ΠΡΟΣΕΧΕΣ ΘΕΡΟΣ bbox=[1200, 461, 1537, 490]
deck-bulgaria-2: ΕΠΙ ΜΙΑΝ ΟΛΟΚΛΗΡΟΝ ΔΕΚΑΕΤΙΑΝ bbox=[129, 1410, 480, 1430]
column-1 bbox=[14, 25, 304, 1241]
story-title: Η ΚΥΒΕΡΝΗΣΙΣ ΕΚΤΙΜΩΣΑ ΤΟ ΕΡΓΟΝ ΛΑ·Ι·ΚΩΝ ΑΓΟΡΩΝ ΘΑ ΠΡΟΒΗ ΕΙΣ ΤΟΝ ΠΛΗΡΗ ΕΚΣΥΓΧΡΟΝΙΣΜΟΝ ΤΩΝ ΚΑΤΑΘΕΤΟΥΣΑ ΠΡΟΣΕΧΩΣ ΣΧΕΤΙΚΟΝ ΝΟΜΟΣΧΕΔΙΟΝ bbox=[19, 467, 299, 518]
deck-cyprus: Νέας άπειλάς έκτοξεύει ό Ούγκιουπλού bbox=[608, 186, 1170, 210]
story-text: ΣΑΪΓΚΟΝ, 19 (Ρώυτερ). — Πλέον των 120 αμερικανικών αεροπλάνων επέδραμαν εκ νέου σήμερον εναντίον στρατιωτικών στόχων εις το Βόρειον Βιετνάμ. Κατά τας πρώτας πληροφορίας κατεστράφησαν βάσεις εφοδιασμού των Βιετ Κογκ και γέφυραι. bbox=[1373, 1006, 1554, 1065]
headline-missiles: ΑΝ Η ΚΥΠΡΟΣ ΔΕΝ ΕΧΗ ΑΚΟΜΗ ΠΥΡΑΥΛΟΥΣ ΥΠΟΧΡΕΟΥΤΑΙ ΝΑ ΑΠΟΚΤΗΣΗ ΣΥΝΤΟΜΩΣ ΠΡΟΣ ΑΠΟΚΡΟΥΣΙΝ ΕΝΔΕΧΟΜΕΝΗΣ ΕΙΣΒΟΛΗΣ bbox=[621, 533, 1156, 605]
story-text: ΑΘΗΝΑΙ, 19. — Η κυβέρνησις έκτιμωσα τό έργον των λαϊκών αγορών θά προβή εις τόν πλήρη εκσυγχρονισμόν των, καταθέτουσα προσεχώς σχετικόν νομοσχέδιον εις τήν Βουλήν. Κατά τάς πληροφορίας τά αρμόδια υπουργεία επεξεργάζονται τάς διατάξεις του νέου νόμου διά την καλυτέραν εξυπηρέτησιν των καταναλωτών και των παραγωγών. Ή ρύθμισις αφορά την οργάνωσιν, την στέγασιν και τον έλεγχον των τιμών εις όλας τάς πόλεις. bbox=[14, 521, 154, 658]
story-text: ΗΝΩΜΕΝΑ ΕΘΝΗ, 19. (Ρώυτερ). — Τό συμβούλιον άσφαλείας ένέκρινε χθές τήν παράτασιν της παραμονής της ειρηνευτικής δυνάμεως του ΟΗΕ εις την Κύπρον επί εν ακόμη τρίμηνον. Κατά πληροφορίας εκ του παρασκηνίου, επιδιώκεται «λύσις» πρός αφοπλισμόν των Ελληνοκυπρίων, ενώ ο Τούρκος υπουργός κ. Ούγκιουπλού εκτοξεύει νέας απειλάς κατά της Κύπρου. bbox=[608, 427, 789, 516]
story-text: ΛΑΓΚΟΣ, 19 (Ρώυτερ). — Σύμφωνα πρός ανακοίνωσιν του υπουργείου Υγείας, 254 άτομα απέθανον από μηνιγγίτιδα εις τήν Βόρειον Νιγηρίαν. bbox=[14, 769, 154, 818]
headline-egypt: ΔΕΝ ΠΑΡΗΛΘΕΝ ΑΚΟΜΗ Η ΚΡΙΣΙΣ ΚΑΤΑ ΤΟ ΚΑ·Ι·ΡΟΝ ΜΕΤΑΞΥ ΤΗΣ ΑΙΓΥΠΤΟΥ ΚΑΙ ΤΗΣ ΔΥΤΙΚΗΣ ΓΕΡΜΑΝΙΑΣ bbox=[1210, 411, 1526, 458]
story-text: ΡΩΜΗ, 19 (Ρώυτερ). — Ο έκπτωτος βασιλεύς της Αιγύπτου Φαρούκ, διά της ανοιγείσης διαθήκης του, αφήνει ολόκληρον την περιουσίαν του εις τα τέκνα του. Η διαθήκη ανεγνώσθη σήμερον παρουσία των κληρονόμων. bbox=[608, 1126, 789, 1185]
story-text: ΛΟΝΔΙΝΟΝ, 19 (Ρώυτερ). — Ή πρώτη συνάντησις του σοβιετικού υπουργού των Εξωτερικών κ. Γκρομύκο μετά του πρωθυπουργού κ. Ουίλσον και του υπουργού Εξωτερικών κ. Στιούαρτ κατέληξεν εις πλήρες ναυάγιον. Η Σοβιετική Ένωσις διατηρεί σκληράν στάσιν εις το θέμα του Βιετνάμ και απορρίπτει κάθε πρότασιν διαπραγματεύσεων. bbox=[1373, 189, 1554, 268]
story-text: ΟΣΛΟ, 19 (Ασοσ. Πρές). — Ό πρόεδρος της Γιουγκοσλαυίας Τίτο θα επισκεφθή την Νορβηγίαν κατά τον προσεχή Μάιον. bbox=[318, 265, 455, 304]
story-text: ΑΘΗΝΑΙ, 19. — Η έκδοσις ειδικού νόμου διά την ρύθμισιν του θέματος της αποζημιώσεως των θυμάτων της κατοχής εκ των επανορθώσεων της Βουλγαρίας ανεκοινώθη υπό του υφυπουργού κ. Μητσοτάκη. Ο υφυπουργός υπεγράμμισεν ότι η προηγουμένη κυβέρνησις της Δεξιάς ουδεμίαν μέριμναν έλαβεν επί μίαν ολόκληρον δεκαετίαν. bbox=[14, 1435, 202, 1504]
deck-rossides: Εδήλωσεν ό κ. Ρωσσίδης είς τά Ην. Εθνη bbox=[608, 611, 1170, 635]
story-text: Κατά τον υφυπουργόν, το ποσόν των επανορθώσεων ανέρχεται εις 22.500.000 δολλάρια, εκ των οποίων μέρος έχει ήδη καταβληθή. Ο νέος νόμος θα προβλέπη την διανομήν αποζημιώσεων εις τους δικαιούχους. bbox=[14, 1508, 202, 1557]
story-text: ΗΝΩΜΕΝΑ ΕΘΝΗ, 19 (Ασοσ. Πρές). — Ο αντιπρόσωπος της Κύπρου εις τα Ηνωμένα Έθνη κ. Ρωσσίδης εδήλωσεν ότι εάν η Κύπρος δεν έχη ακόμη πυραύλους, υποχρεούται να αποκτήση συντόμως διά να είναι εις θέσιν να αποκρούση ενδεχομένην τουρκικήν εισβολήν. bbox=[608, 640, 789, 699]
story-text: ΑΘΗΝΑΙ, 19. — Η έκδοσις ειδικού νόμου διά την ρύθμισιν του θέματος της αποζημιώσεως των θυμάτων της κατοχής εκ των επανορθώσεων της Βουλγαρίας ανεκοινώθη υπό του υφυπουργού κ. Μητσοτάκη. Ο υφυπουργός υπεγράμμισεν ότι η προηγουμένη κυβέρνησις της Δεξιάς ουδεμίαν μέριμναν έλαβεν επί μίαν ολόκληρον δεκαετίαν. bbox=[14, 1561, 202, 1629]
story-text: Ο υπουργός Εξωτερικών της Κύπρου κ. Κυπριανού εδήλωσεν ότι η Κυβέρνησις θα εξακολουθήση να αγωνίζεται διά την ολοκληρωτικήν ανεξαρτησίαν της νήσου, απορρίπτουσα κάθε λύσιν η οποία θα έθιγε την κυριαρχίαν. bbox=[608, 307, 789, 366]
column-2 bbox=[318, 25, 455, 1241]
column-right bbox=[1182, 25, 1554, 2319]
story-text: ΗΝΩΜΕΝΑ ΕΘΝΗ, 19 (Ασοσ. Πρές). — Ο αντιπρόσωπος της Κύπρου εις τα Ηνωμένα Έθνη κ. Ρωσσίδης εδήλωσεν ότι εάν η Κύπρος δεν έχη ακόμη πυραύλους, υποχρεούται να αποκτήση συντόμως διά να είναι εις θέσιν να αποκρούση ενδεχομένην τουρκικήν εισβολήν. bbox=[989, 640, 1170, 699]
story-text: Εις το ανακοινωθέν αναφέρεται ότι αι δύο πλευραί εξέτασαν το θέμα του αφοπλισμού και της απαγορεύσεως των πυρηνικών δοκιμών χωρίς να καταλήξουν εις συμφωνίαν. bbox=[1182, 272, 1363, 311]
story-text: ΑΘΗΝΑΙ, 19. — Η έκδοσις ειδικού νόμου διά την ρύθμισιν του θέματος της αποζημιώσεως των θυμάτων της κατοχής εκ των επανορθώσεων της Βουλγαρίας ανεκοινώθη υπό του υφυπουργού κ. Μητσοτάκη. Ο υφυπουργός υπεγράμμισεν ότι η προηγουμένη κυβέρνησις της Δεξιάς ουδεμίαν μέριμναν έλαβεν επί μίαν ολόκληρον δεκαετίαν. bbox=[408, 1435, 596, 1504]
